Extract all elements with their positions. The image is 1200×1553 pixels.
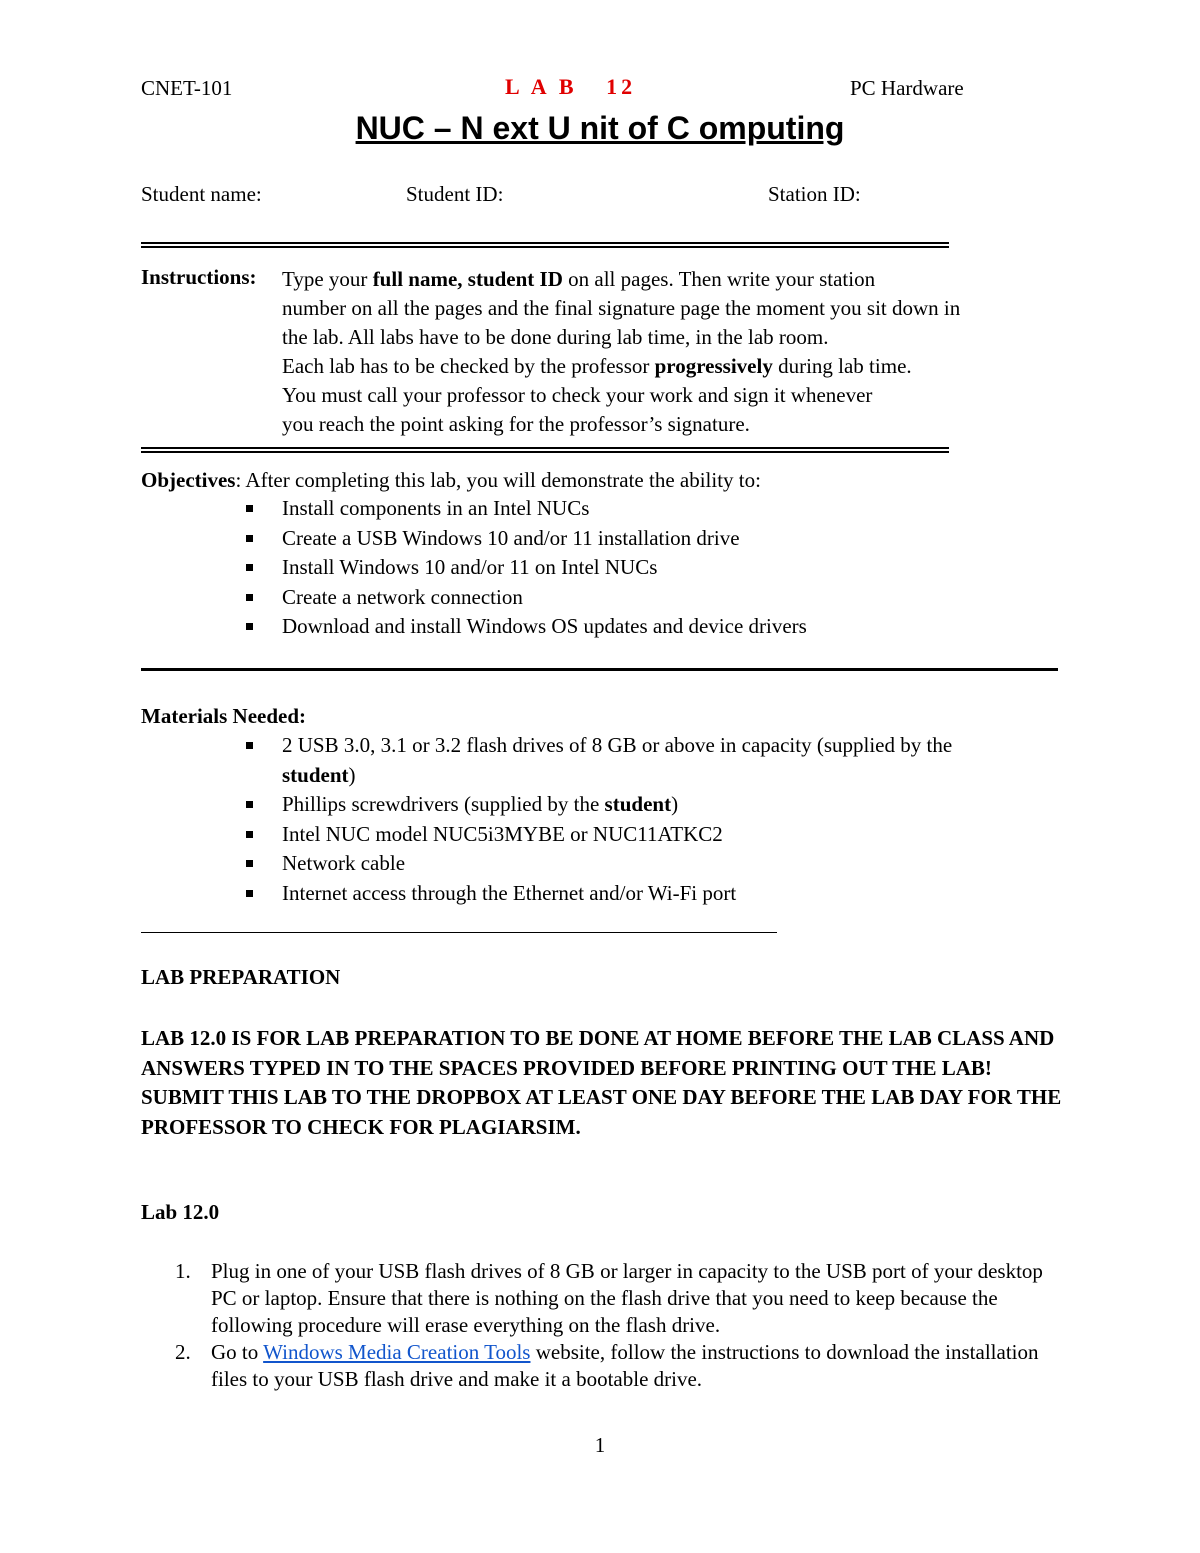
student-id-label: Student ID: — [406, 182, 504, 206]
list-item: Create a USB Windows 10 and/or 11 installation drive — [246, 524, 807, 554]
lab-steps — [175, 1258, 1055, 1393]
station-id-label: Station ID: — [768, 182, 861, 206]
course-subject: PC Hardware — [850, 76, 964, 100]
list-item: Install components in an Intel NUCs — [246, 494, 807, 524]
objectives-list — [246, 494, 807, 642]
page-title: NUC – N ext U nit of C omputing — [355, 110, 845, 146]
lab-number: L A B 12 — [505, 74, 637, 99]
list-item: 1. Plug in one of your USB flash drives of 8 GB or larger in capacity to the USB port of your desktop PC or laptop. Ensure that there is nothing on the flash drive that you need to keep because the following procedure will erase everything on the flash drive. — [175, 1259, 1043, 1337]
objectives-label: Objectives — [141, 468, 236, 492]
list-item: Network cable — [246, 849, 1056, 879]
instructions-text: Type your full name, student ID on all pages. Then write your station number on all the pages and the final signature page the moment you sit down in the lab. All labs have to be done during lab time, in the lab room. Each lab has to be checked by the professor progressively during lab time. You must call your professor to check your work and sign it whenever you reach the point asking for the professor’s signature. — [282, 267, 961, 436]
instructions-label: Instructions: — [141, 265, 257, 289]
lab-section-heading: Lab 12.0 — [141, 1200, 220, 1224]
lab-preparation-heading: LAB PREPARATION — [141, 965, 341, 989]
list-item: Intel NUC model NUC5i3MYBE or NUC11ATKC2 — [246, 820, 1056, 850]
materials-list — [246, 731, 1056, 908]
list-item: Internet access through the Ethernet and/or Wi-Fi port — [246, 879, 1056, 909]
page-number: 1 — [594, 1433, 606, 1457]
double-divider — [141, 242, 949, 248]
section-divider — [141, 668, 1058, 671]
list-item: 2. Go to Windows Media Creation Tools website, follow the instructions to download the installation files to your USB flash drive and make it a bootable drive. — [175, 1340, 1039, 1391]
list-item: Download and install Windows OS updates and device drivers — [246, 612, 807, 642]
course-code: CNET-101 — [141, 76, 233, 100]
section-divider — [141, 932, 777, 933]
list-item: 2 USB 3.0, 3.1 or 3.2 flash drives of 8 GB or above in capacity (supplied by the student) — [246, 731, 1056, 790]
list-item: Install Windows 10 and/or 11 on Intel NUCs — [246, 553, 807, 583]
lab-preparation-notice: LAB 12.0 IS FOR LAB PREPARATION TO BE DONE AT HOME BEFORE THE LAB CLASS AND ANSWERS TYPED IN TO THE SPACES PROVIDED BEFORE PRINTING OUT THE LAB! SUBMIT THIS LAB TO THE DROPBOX AT LEAST ONE DAY BEFORE THE LAB DAY FOR THE PROFESSOR TO CHECK FOR PLAGIARSIM. — [141, 1026, 1062, 1139]
windows-media-creation-tools-link[interactable]: Windows Media Creation Tools — [263, 1340, 531, 1364]
materials-label: Materials Needed: — [141, 704, 307, 728]
list-item: Phillips screwdrivers (supplied by the student) — [246, 790, 1056, 820]
student-name-label: Student name: — [141, 182, 262, 206]
objectives-intro: Objectives: After completing this lab, you will demonstrate the ability to: — [141, 468, 761, 492]
double-divider — [141, 447, 949, 453]
list-item: Create a network connection — [246, 583, 807, 613]
